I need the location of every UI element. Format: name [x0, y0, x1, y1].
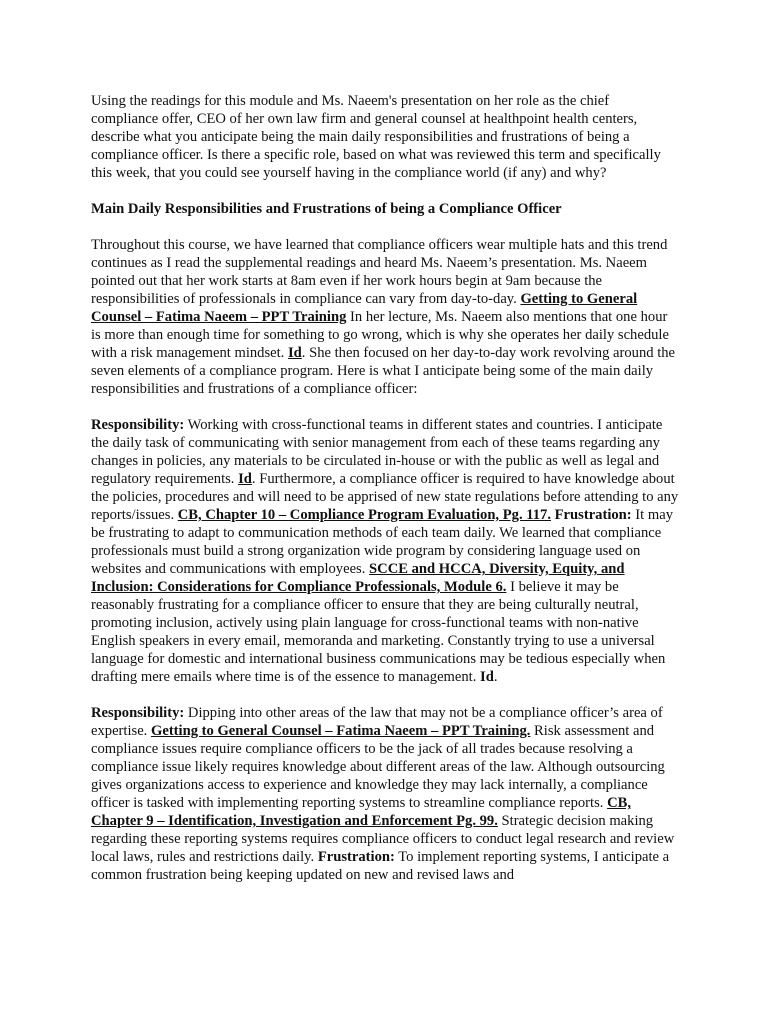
id-citation: Id [480, 669, 494, 685]
intro-text-2: In her lecture, Ms. Naeem also mentions that one hour is more than enough time for something to go wrong, which is why she operates her daily schedule with a risk management mindset. [91, 309, 669, 361]
resp2-text-4: To implement reporting systems, I anticipate a common frustration being keeping updated on new and revised laws and [91, 849, 670, 883]
responsibility-label: Responsibility: [91, 705, 185, 721]
resp1-text-5: I believe it may be reasonably frustrating for a compliance officer to ensure that they are being culturally neutral, promoting inclusion, actively using plain language for cross-functional teams with non-native English speakers in every email, memoranda and marketing. Constantly trying to use a universal language for domestic and international business communications may be tedious especially when drafting mere emails where time is of the essence to management. [91, 579, 666, 685]
resp1-text-6: . [493, 669, 498, 685]
resp2-text-3: Strategic decision making regarding these reporting systems requires compliance officers to conduct legal research and review local laws, rules and restrictions daily. [91, 813, 675, 865]
frustration-label: Frustration: [554, 507, 632, 523]
prompt-text: Using the readings for this module and Ms. Naeem's presentation on her role as the chief compliance offer, CEO of her own law firm and general counsel at healthpoint health centers, describe what you anticipate being the main daily responsibilities and frustrations of being a compliance officer. Is there a specific role, based on what was reviewed this term and specifically this week, that you could see yourself having in the compliance world (if any) and why? [91, 93, 661, 181]
intro-paragraph [91, 236, 679, 398]
id-citation: Id [287, 345, 302, 361]
assignment-prompt [91, 92, 679, 182]
frustration-label: Frustration: [317, 849, 395, 865]
section-heading: Main Daily Responsibilities and Frustrations of being a Compliance Officer [91, 201, 562, 217]
responsibility-paragraph-2 [91, 704, 679, 884]
citation-link-general-counsel[interactable]: Getting to General Counsel – Fatima Naeem – PPT Training [91, 291, 638, 325]
resp2-text-2: Risk assessment and compliance issues require compliance officers to be the jack of all trades because resolving a compliance issue likely requires knowledge about different areas of the law. Although outsourcing gives organizations access to experience and knowledge they may lack internally, a compliance officer is tasked with implementing reporting systems to streamline compliance reports. [91, 723, 665, 811]
resp1-text-2: . Furthermore, a compliance officer is required to have knowledge about the policies, procedures and will need to be apprised of new state regulations before attending to any reports/issues. [91, 471, 679, 523]
intro-text-3: . She then focused on her day-to-day work revolving around the seven elements of a compliance program. Here is what I anticipate being some of the main daily responsibilities and frustrations of a compliance officer: [91, 345, 676, 397]
resp1-text-1: Working with cross-functional teams in different states and countries. I anticipate the daily task of communicating with senior management from each of these teams regarding any changes in policies, any materials to be circulated in-house or with the public as well as legal and regulatory requirements. [91, 417, 663, 487]
citation-link-chapter-10[interactable]: CB, Chapter 10 – Compliance Program Evaluation, Pg. 117. [177, 507, 551, 523]
citation-link-general-counsel[interactable]: Getting to General Counsel – Fatima Naeem – PPT Training. [150, 723, 531, 739]
responsibility-paragraph-1 [91, 416, 679, 686]
id-citation: Id [238, 471, 252, 487]
resp2-text-1: Dipping into other areas of the law that may not be a compliance officer’s area of expertise. [91, 705, 663, 739]
citation-link-scce-hcca[interactable]: SCCE and HCCA, Diversity, Equity, and Inclusion: Considerations for Compliance Professionals, Module 6. [91, 561, 625, 595]
intro-text-1: Throughout this course, we have learned that compliance officers wear multiple hats and this trend continues as I read the supplemental readings and heard Ms. Naeem’s presentation. Ms. Naeem pointed out that her work starts at 8am even if her work hours begin at 9am because the responsibilities of professionals in compliance can vary from day-to-day. [91, 237, 668, 307]
citation-link-chapter-9[interactable]: CB, Chapter 9 – Identification, Investigation and Enforcement Pg. 99. [91, 795, 631, 829]
document-page [91, 92, 679, 902]
resp1-text-4: It may be frustrating to adapt to communication methods of each team daily. We learned that compliance professionals must build a strong organization wide program by considering language used on websites and communications with employees. [91, 507, 673, 577]
responsibility-label: Responsibility: [91, 417, 185, 433]
